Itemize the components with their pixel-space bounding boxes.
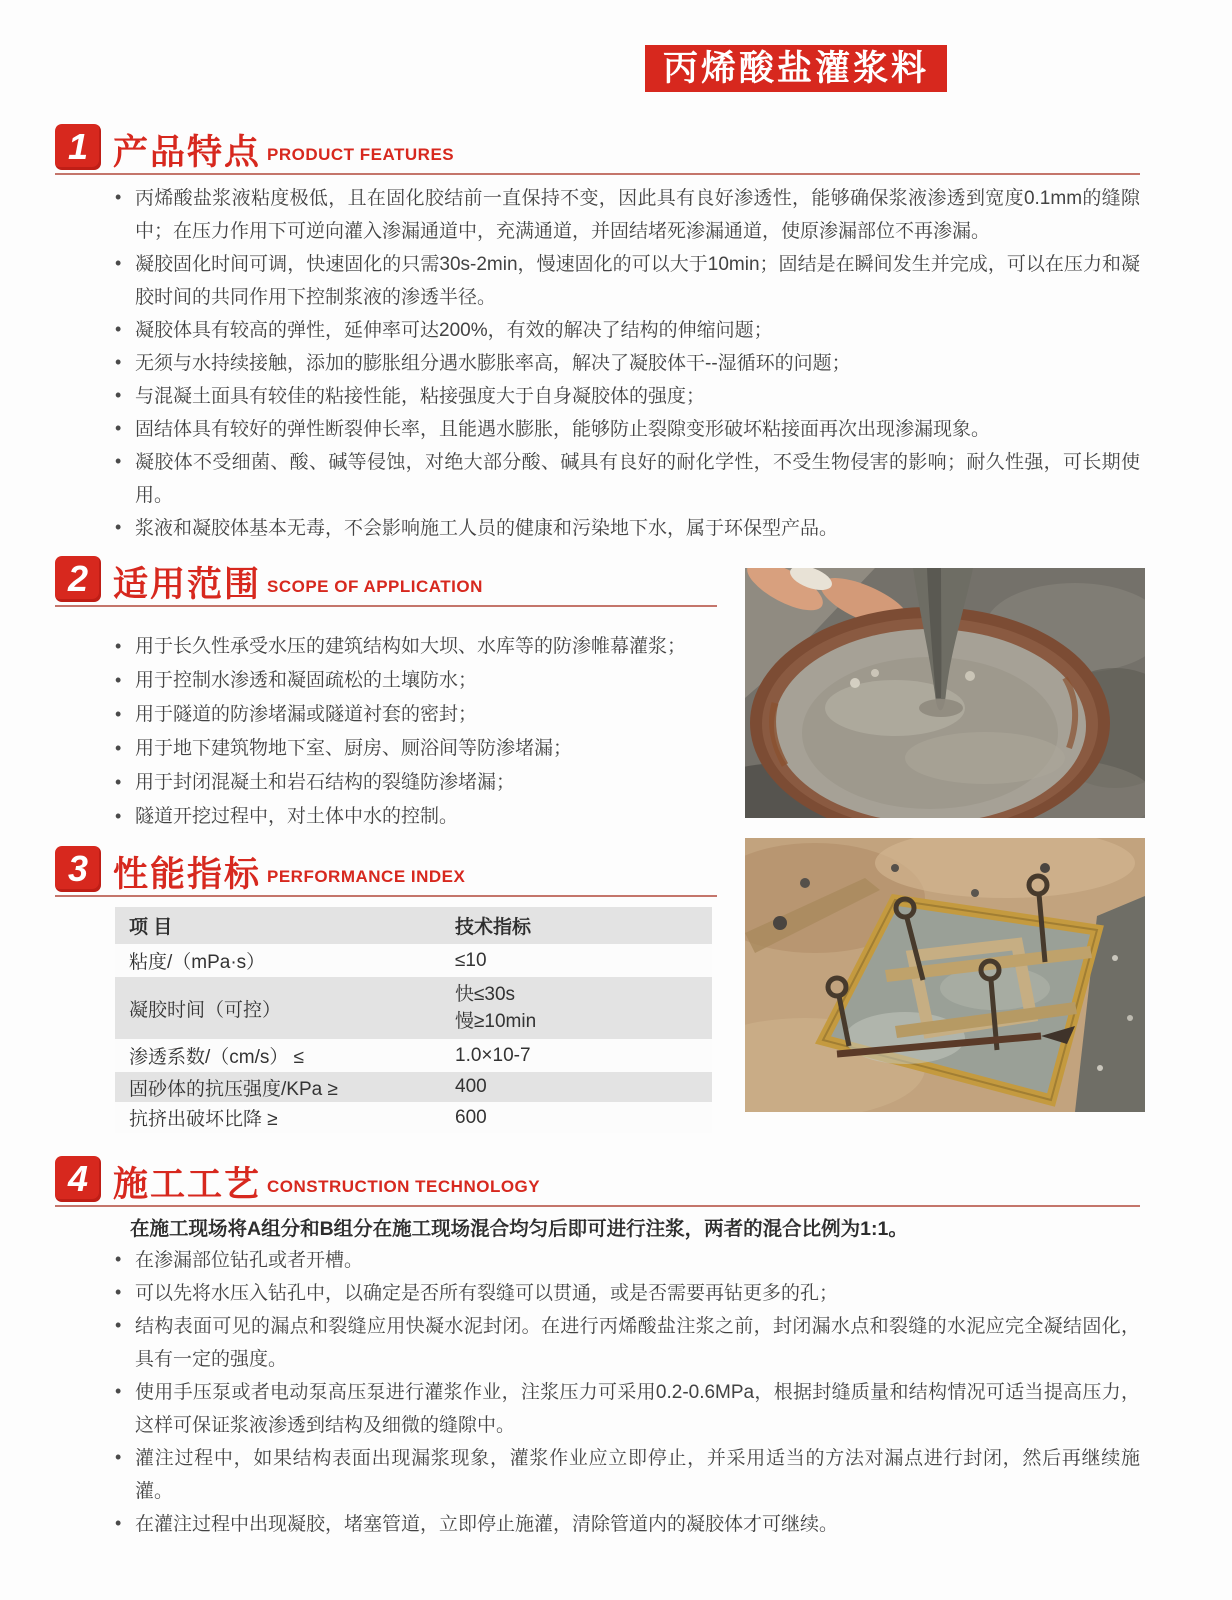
list-item: • 丙烯酸盐浆液粘度极低，且在固化胶结前一直保持不变，因此具有良好渗透性，能够确保浆液渗透到宽度0.1mm的缝隙中；在压力作用下可逆向灌入渗漏通道中，充满通道，并固结堵死渗漏通道，使原渗漏部位不再渗漏。 [108, 182, 1140, 248]
table-cell-item: 固砂体的抗压强度/KPa ≥ [129, 1078, 338, 1100]
section-number-badge: 4 [55, 1156, 101, 1202]
table-cell-value: 400 [455, 1076, 487, 1097]
scope-bullet-list [108, 630, 718, 834]
table-header-row [115, 907, 712, 944]
table-row [115, 944, 712, 977]
list-item: • 用于封闭混凝土和岩石结构的裂缝防渗堵漏； [108, 766, 718, 800]
list-item: • 用于隧道的防渗堵漏或隧道衬套的密封； [108, 698, 718, 732]
section-number-badge: 3 [55, 846, 101, 892]
list-item: • 使用手压泵或者电动泵高压泵进行灌浆作业，注浆压力可采用0.2-0.6MPa，根据封缝质量和结构情况可适当提高压力，这样可保证浆液渗透到结构及细微的缝隙中。 [108, 1376, 1140, 1442]
value-line-fast: 快≤30s [455, 984, 516, 1005]
list-item: • 用于长久性承受水压的建筑结构如大坝、水库等的防渗帷幕灌浆； [108, 630, 718, 664]
section-underline [55, 605, 717, 607]
features-bullet-list [108, 182, 1140, 545]
list-item: • 用于控制水渗透和凝固疏松的土壤防水； [108, 664, 718, 698]
table-cell-item: 凝胶时间（可控） [129, 999, 282, 1021]
column-header-index: 技术指标 [455, 917, 532, 938]
column-header-item: 项 目 [129, 917, 173, 938]
formwork-illustration [745, 838, 1145, 1112]
list-item: • 无须与水持续接触，添加的膨胀组分遇水膨胀率高，解决了凝胶体干--湿循环的问题； [108, 347, 1140, 380]
construction-intro: 在施工现场将A组分和B组分在施工现场混合均匀后即可进行注浆，两者的混合比例为1:1。 [130, 1218, 908, 1240]
list-item: • 浆液和凝胶体基本无毒，不会影响施工人员的健康和污染地下水，属于环保型产品。 [108, 512, 1140, 545]
section-subtitle: CONSTRUCTION TECHNOLOGY [267, 1177, 541, 1196]
section-subtitle: PRODUCT FEATURES [267, 145, 455, 164]
value-line-slow: 慢≥10min [455, 1011, 537, 1032]
section-underline [55, 895, 717, 897]
section-subtitle: PERFORMANCE INDEX [267, 867, 466, 886]
section-features-header [55, 124, 1140, 176]
section-subtitle: SCOPE OF APPLICATION [267, 577, 483, 596]
formwork-grouting-photo [745, 838, 1145, 1112]
table-row [115, 1072, 712, 1102]
table-row [115, 1102, 712, 1133]
table-cell-value: 600 [455, 1106, 487, 1128]
table-row [115, 977, 712, 1039]
section-underline [55, 1205, 1140, 1207]
section-scope-header [55, 556, 717, 608]
table-row [115, 1039, 712, 1072]
list-item: • 用于地下建筑物地下室、厨房、厕浴间等防渗堵漏； [108, 732, 718, 766]
section-title: 产品特点 [113, 133, 262, 172]
list-item: • 凝胶体不受细菌、酸、碱等侵蚀，对绝大部分酸、碱具有良好的耐化学性，不受生物侵害的影响；耐久性强，可长期使用。 [108, 446, 1140, 512]
table-cell-value [455, 981, 712, 1035]
section-construction-header [55, 1156, 1140, 1208]
list-item: • 隧道开挖过程中，对土体中水的控制。 [108, 800, 718, 834]
slurry-mixing-illustration [745, 568, 1145, 818]
construction-bullet-list [108, 1244, 1140, 1541]
performance-table [115, 907, 712, 1133]
list-item: • 结构表面可见的漏点和裂缝应用快凝水泥封闭。在进行丙烯酸盐注浆之前，封闭漏水点和裂缝的水泥应完全凝结固化，具有一定的强度。 [108, 1310, 1140, 1376]
table-cell-item: 粘度/（mPa·s） [129, 952, 266, 973]
table-cell-item: 渗透系数/（cm/s） ≤ [129, 1047, 305, 1068]
product-title-banner: 丙烯酸盐灌浆料 [645, 45, 947, 92]
table-cell-value: 1.0×10-7 [455, 1044, 531, 1066]
list-item: • 凝胶固化时间可调，快速固化的只需30s-2min，慢速固化的可以大于10min；固结是在瞬间发生并完成，可以在压力和凝胶时间的共同作用下控制浆液的渗透半径。 [108, 248, 1140, 314]
table-cell-value: ≤10 [455, 949, 487, 971]
slurry-mixing-photo [745, 568, 1145, 818]
section-number-badge: 2 [55, 556, 101, 602]
list-item: • 与混凝土面具有较佳的粘接性能，粘接强度大于自身凝胶体的强度； [108, 380, 1140, 413]
list-item: • 可以先将水压入钻孔中，以确定是否所有裂缝可以贯通，或是否需要再钻更多的孔； [108, 1277, 1140, 1310]
list-item: • 灌注过程中，如果结构表面出现漏浆现象，灌浆作业应立即停止，并采用适当的方法对漏点进行封闭，然后再继续施灌。 [108, 1442, 1140, 1508]
section-number-badge: 1 [55, 124, 101, 170]
list-item: • 在渗漏部位钻孔或者开槽。 [108, 1244, 1140, 1277]
section-performance-header [55, 846, 717, 898]
list-item: • 凝胶体具有较高的弹性，延伸率可达200%，有效的解决了结构的伸缩问题； [108, 314, 1140, 347]
section-title: 性能指标 [113, 855, 262, 894]
list-item: • 固结体具有较好的弹性断裂伸长率，且能遇水膨胀，能够防止裂隙变形破坏粘接面再次出现渗漏现象。 [108, 413, 1140, 446]
table-cell-item: 抗挤出破坏比降 ≥ [129, 1109, 278, 1130]
list-item: • 在灌注过程中出现凝胶，堵塞管道，立即停止施灌，清除管道内的凝胶体才可继续。 [108, 1508, 1140, 1541]
section-underline [55, 173, 1140, 175]
section-title: 施工工艺 [113, 1165, 262, 1204]
section-title: 适用范围 [113, 565, 262, 604]
